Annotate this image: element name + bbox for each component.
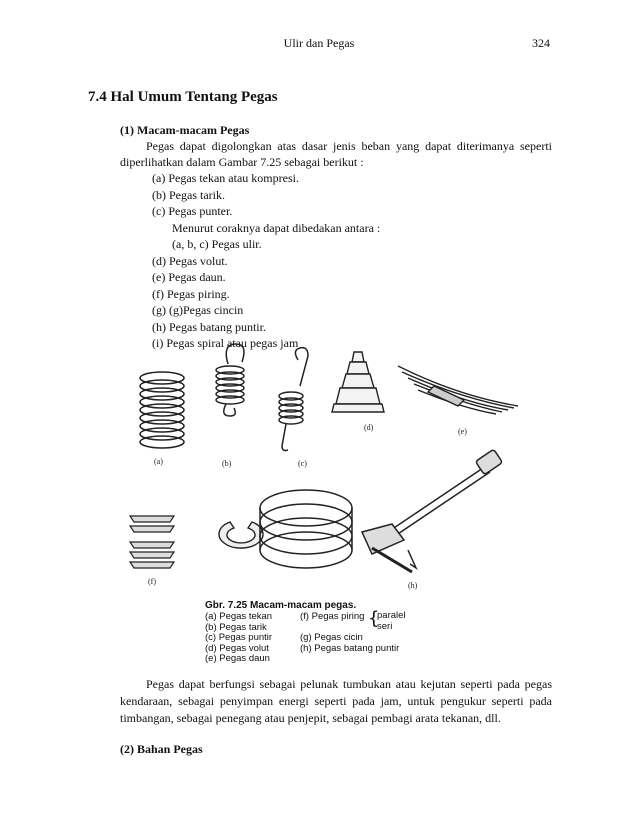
list-item: (f) Pegas piring. bbox=[152, 286, 230, 301]
caption-item: (d) Pegas volut bbox=[205, 642, 269, 654]
list-item: (i) Pegas spiral atau pegas jam bbox=[152, 336, 299, 350]
list-item: (a, b, c) Pegas ulir. bbox=[172, 237, 262, 251]
ring-spring-drawing bbox=[260, 490, 352, 568]
caption-item: paralel bbox=[377, 610, 406, 621]
intro-text: Pegas dapat digolongkan atas dasar jenis beban yang dapat diterimanya seperti diperlihatkan dalam Gambar 7.25 sebagai berikut : bbox=[120, 139, 552, 169]
figure-label-d: (d) bbox=[364, 423, 374, 432]
figure-label-a: (a) bbox=[154, 457, 163, 466]
list-item: (e) Pegas daun. bbox=[152, 270, 226, 284]
caption-item: (g) Pegas cicin bbox=[300, 632, 363, 643]
caption-item: seri bbox=[377, 620, 393, 632]
list-item: (g) (g)Pegas cincin bbox=[152, 303, 244, 317]
compression-spring-drawing bbox=[140, 372, 184, 448]
caption-item: (c) Pegas puntir bbox=[205, 632, 273, 643]
caption-brace: { bbox=[368, 608, 380, 629]
tension-spring-drawing bbox=[216, 344, 244, 416]
list-item: (b) Pegas tarik. bbox=[152, 187, 225, 202]
caption-item: (f) Pegas piring bbox=[300, 611, 365, 622]
list-item: (a) Pegas tekan atau kompresi. bbox=[152, 171, 299, 185]
figure-label-e: (e) bbox=[458, 427, 467, 436]
figure-caption-title: Gbr. 7.25 Macam-macam pegas. bbox=[205, 600, 357, 611]
leaf-spring-drawing bbox=[398, 366, 518, 414]
figure-label-c: (c) bbox=[298, 459, 307, 468]
caption-item: (a) Pegas tekan bbox=[205, 611, 273, 622]
split-ring-drawing bbox=[219, 522, 263, 548]
figure-caption-left bbox=[205, 612, 272, 665]
subsection-heading: (1) Macam-macam Pegas bbox=[120, 123, 250, 137]
list-item: (h) Pegas batang puntir. bbox=[152, 319, 266, 334]
figure-label-f: (f) bbox=[148, 577, 156, 586]
intro-paragraph bbox=[120, 138, 552, 170]
torsion-bar-drawing bbox=[362, 449, 503, 572]
list-item: (c) Pegas punter. bbox=[152, 204, 233, 218]
caption-item: (b) Pegas tarik bbox=[205, 621, 267, 633]
caption-brace-items bbox=[377, 611, 406, 632]
torsion-spring-drawing bbox=[279, 348, 308, 451]
caption-item: (e) Pegas daun bbox=[205, 653, 270, 664]
function-text: Pegas dapat berfungsi sebagai pelunak tumbukan atau kejutan seperti pada pegas kendaraan, sebagai penyimpan energi seperti pada jam, untuk pengukur seperti pada timbangan, sebagai penegang atau penjepit, sebagai pembagi arata tekanan, dll. bbox=[120, 677, 552, 725]
volute-spring-drawing bbox=[332, 352, 384, 412]
page-header-title: Ulir dan Pegas bbox=[283, 36, 355, 50]
function-paragraph bbox=[120, 676, 552, 727]
list-item-note: Menurut coraknya dapat dibedakan antara : bbox=[172, 220, 381, 235]
section-title: 7.4 Hal Umum Tentang Pegas bbox=[88, 89, 278, 105]
figure-label-b: (b) bbox=[222, 459, 232, 468]
subsection-heading-2: (2) Bahan Pegas bbox=[120, 742, 203, 756]
list-item: (d) Pegas volut. bbox=[152, 253, 228, 268]
disc-spring-drawing bbox=[130, 516, 174, 568]
page-number: 324 bbox=[532, 36, 550, 50]
caption-item: (h) Pegas batang puntir bbox=[300, 642, 400, 654]
spring-type-list bbox=[152, 170, 380, 352]
figure-label-h: (h) bbox=[408, 581, 418, 590]
